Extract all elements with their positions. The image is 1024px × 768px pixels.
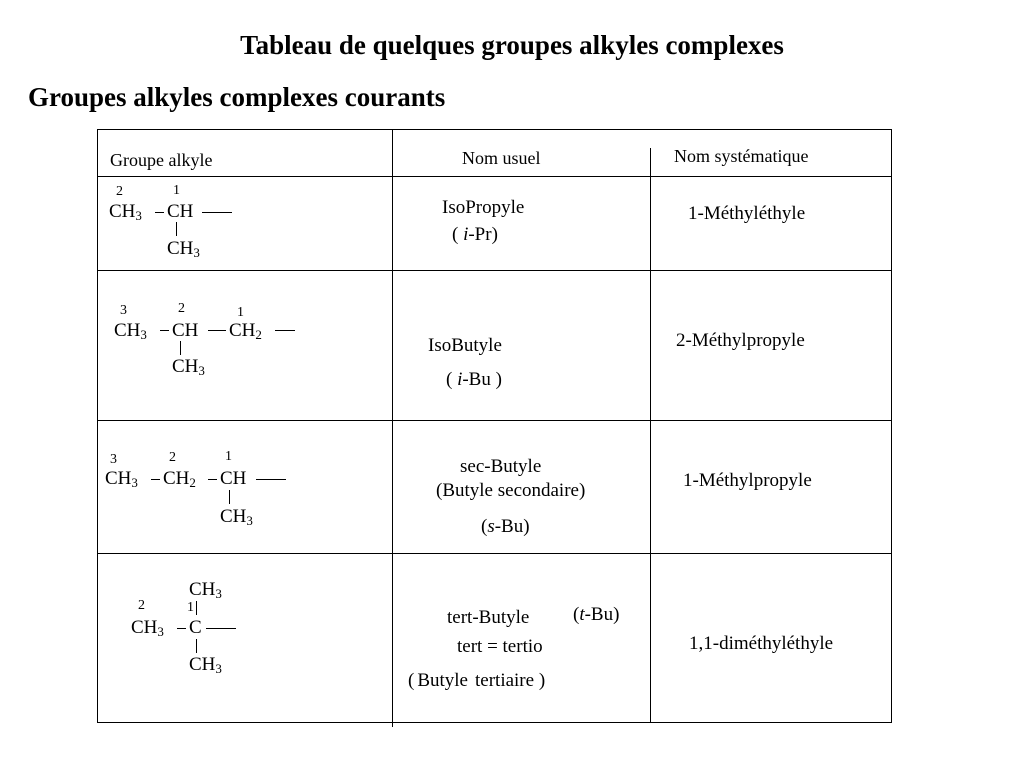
- formula-atom: $CH_2$: [229, 320, 262, 342]
- common-name-long: (Butyle secondaire): [436, 480, 586, 501]
- header-common-name: Nom usuel: [462, 148, 541, 168]
- common-name: IsoPropyle: [442, 197, 525, 218]
- common-abbreviation: (s-Bu): [481, 516, 530, 537]
- formula-atom: $CH_3$: [131, 617, 164, 639]
- formula-atom: C: [189, 617, 202, 638]
- formula-atom: $CH_3$: [189, 579, 222, 601]
- table-top-border: [97, 129, 892, 130]
- common-name: IsoButyle: [428, 335, 502, 356]
- common-name: sec-Butyle: [460, 456, 542, 477]
- column-divider: [650, 148, 651, 723]
- formula-atom: CH: [172, 320, 199, 341]
- formula-atom: $CH_3$: [109, 201, 142, 223]
- bond-line: [208, 479, 217, 480]
- formula-atom: $CH_2$: [163, 468, 196, 490]
- header-group: Groupe alkyle: [110, 150, 213, 170]
- row-divider: [97, 420, 892, 421]
- formula-atom: $CH_3$: [105, 468, 138, 490]
- bond-line: [177, 628, 186, 629]
- row-divider: [97, 553, 892, 554]
- carbon-number: 3: [110, 452, 117, 467]
- carbon-number: 1: [237, 305, 244, 320]
- column-divider: [392, 129, 393, 727]
- carbon-number: 2: [116, 184, 123, 199]
- formula-atom: CH: [167, 201, 194, 222]
- bond-line: [180, 341, 181, 355]
- bond-line: [176, 222, 177, 236]
- systematic-name: 1,1-diméthyléthyle: [689, 633, 834, 654]
- common-abbreviation: ( i-Bu ): [446, 369, 502, 390]
- page-title: Tableau de quelques groupes alkyles complexes: [240, 30, 784, 60]
- section-subtitle: Groupes alkyles complexes courants: [28, 82, 446, 112]
- common-abbreviation: ( i-Pr): [452, 224, 498, 245]
- common-abbreviation: (t-Bu): [573, 604, 620, 625]
- table-right-border: [891, 129, 892, 723]
- bond-line: [196, 601, 197, 615]
- systematic-name: 1-Méthylpropyle: [683, 470, 812, 491]
- common-name-long: ( Butyle tertiaire ): [408, 670, 546, 691]
- formula-atom: $CH_3$: [114, 320, 147, 342]
- bond-line: [206, 628, 236, 629]
- common-name: tert-Butyle: [447, 607, 530, 628]
- bond-line: [229, 490, 230, 504]
- formula-atom: $CH_3$: [172, 356, 205, 378]
- table-bottom-border: [97, 722, 892, 723]
- carbon-number: 2: [138, 598, 145, 613]
- bond-line: [155, 212, 164, 213]
- carbon-number: 1: [173, 183, 180, 198]
- bond-line: [208, 330, 226, 331]
- bond-line: [160, 330, 169, 331]
- common-name-note: tert = tertio: [457, 636, 543, 657]
- formula-atom: $CH_3$: [167, 238, 200, 260]
- header-systematic-name: Nom systématique: [674, 146, 809, 166]
- bond-line: [196, 639, 197, 653]
- bond-line: [151, 479, 160, 480]
- carbon-number: 2: [178, 301, 185, 316]
- row-divider: [97, 270, 892, 271]
- carbon-number: 1: [225, 449, 232, 464]
- formula-atom: CH: [220, 468, 247, 489]
- bond-line: [202, 212, 232, 213]
- carbon-number: 3: [120, 303, 127, 318]
- row-divider: [97, 176, 892, 177]
- bond-line: [256, 479, 286, 480]
- formula-atom: $CH_3$: [220, 506, 253, 528]
- carbon-number: 2: [169, 450, 176, 465]
- systematic-name: 2-Méthylpropyle: [676, 330, 805, 351]
- systematic-name: 1-Méthyléthyle: [688, 203, 806, 224]
- carbon-number: 1: [187, 600, 194, 615]
- bond-line: [275, 330, 295, 331]
- table-left-border: [97, 129, 98, 723]
- formula-atom: $CH_3$: [189, 654, 222, 676]
